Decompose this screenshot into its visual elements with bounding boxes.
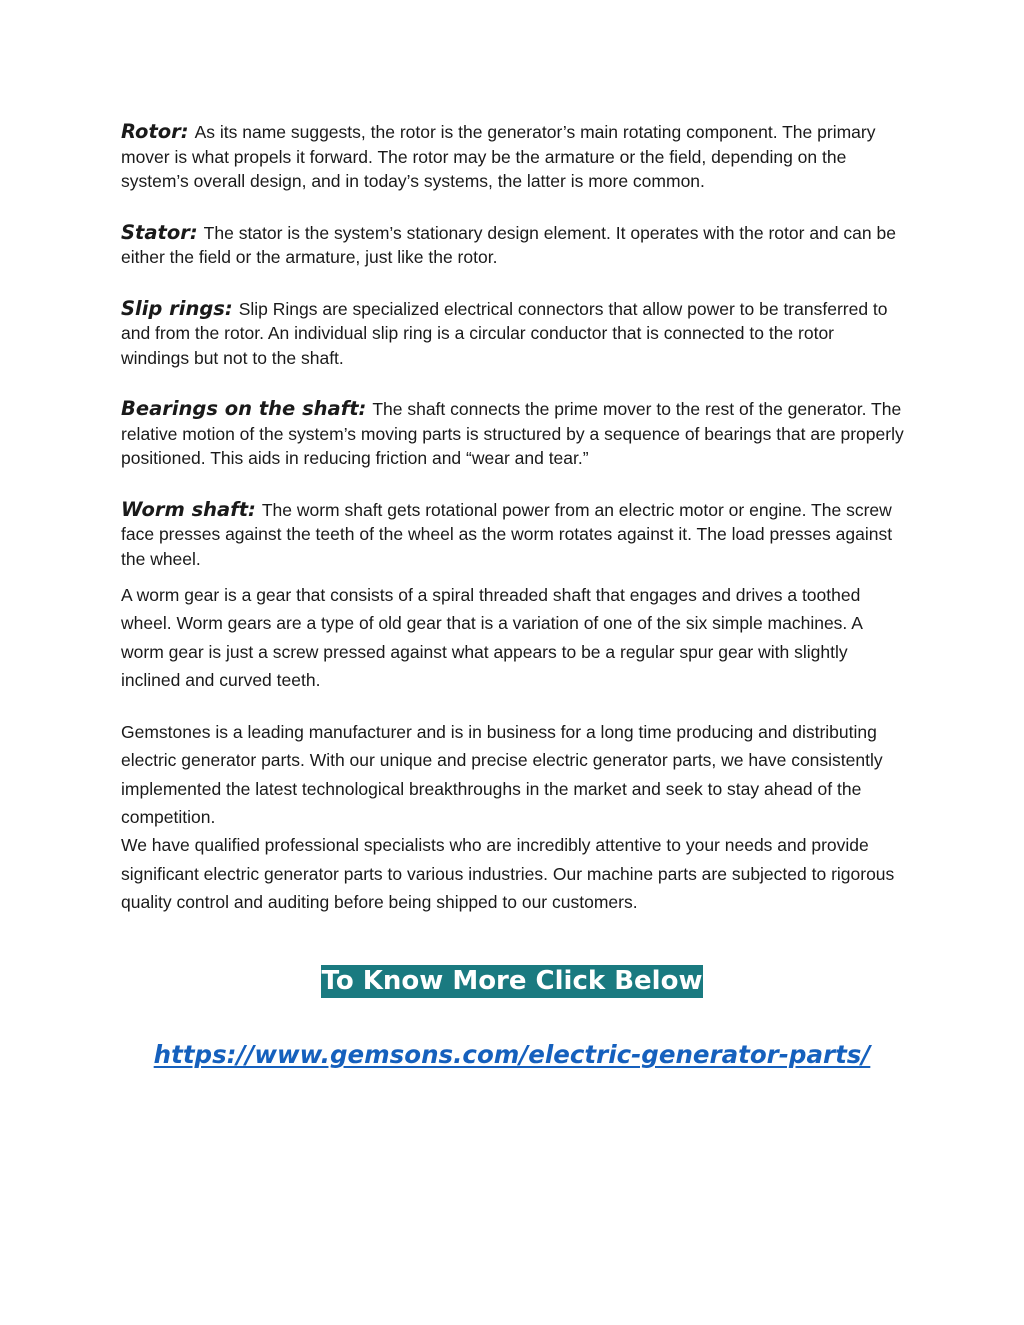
company-paragraph: Gemstones is a leading manufacturer and is in business for a long time producing and distributing electric generator parts. With our unique and precise electric generator parts, we have consistently implemented the latest technological breakthroughs in the market and seek to stay ahead of the competition.	[121, 722, 883, 828]
term-description: As its name suggests, the rotor is the generator’s main rotating component. The primary mover is what propels it forward. The rotor may be the armature or the field, depending on the system’s overall design, and in today’s systems, the latter is more common.	[121, 122, 876, 191]
term-rotor	[121, 120, 906, 194]
term-slip-rings	[121, 297, 906, 371]
company-specialists-paragraph: We have qualified professional specialists who are incredibly attentive to your needs and provide significant electric generator parts to various industries. Our machine parts are subjected to rigorous quality control and auditing before being shipped to our customers.	[121, 835, 895, 912]
term-description: The shaft connects the prime mover to the rest of the generator. The relative motion of the system’s moving parts is structured by a sequence of bearings that are properly positioned. This aids in reducing friction and “wear and tear.”	[121, 399, 904, 468]
term-worm-shaft	[121, 498, 906, 572]
cta-banner: To Know More Click Below	[321, 966, 703, 996]
term-name: Rotor:	[121, 120, 189, 143]
paragraph-spacer	[121, 694, 906, 718]
term-description: Slip Rings are specialized electrical connectors that allow power to be transferred to and from the rotor. An individual slip ring is a circular conductor that is connected to the rotor windings but not to the shaft.	[121, 298, 888, 368]
document-body	[121, 120, 906, 916]
term-name: Slip rings:	[121, 296, 233, 320]
link-section	[0, 1040, 1024, 1069]
term-name: Bearings on the shaft:	[121, 397, 367, 420]
term-name: Stator:	[121, 220, 198, 244]
term-bearings	[121, 397, 906, 471]
worm-gear-paragraph: A worm gear is a gear that consists of a spiral threaded shaft that engages and drives a toothed wheel. Worm gears are a type of old gear that is a variation of one of the six simple machines. A worm gear is just a screw pressed against what appears to be a regular spur gear with slightly inclined and curved teeth.	[121, 585, 862, 690]
term-description: The worm shaft gets rotational power from an electric motor or engine. The screw face presses against the teeth of the wheel as the worm rotates against it. The load presses against the wheel.	[121, 499, 893, 569]
term-stator	[121, 221, 906, 270]
generator-parts-link[interactable]: https://www.gemsons.com/electric-generator-parts/	[153, 1040, 871, 1069]
term-description: The stator is the system’s stationary design element. It operates with the rotor and can be either the field or the armature, just like the rotor.	[121, 222, 896, 267]
cta-section	[0, 965, 1024, 998]
term-name: Worm shaft:	[121, 497, 256, 521]
